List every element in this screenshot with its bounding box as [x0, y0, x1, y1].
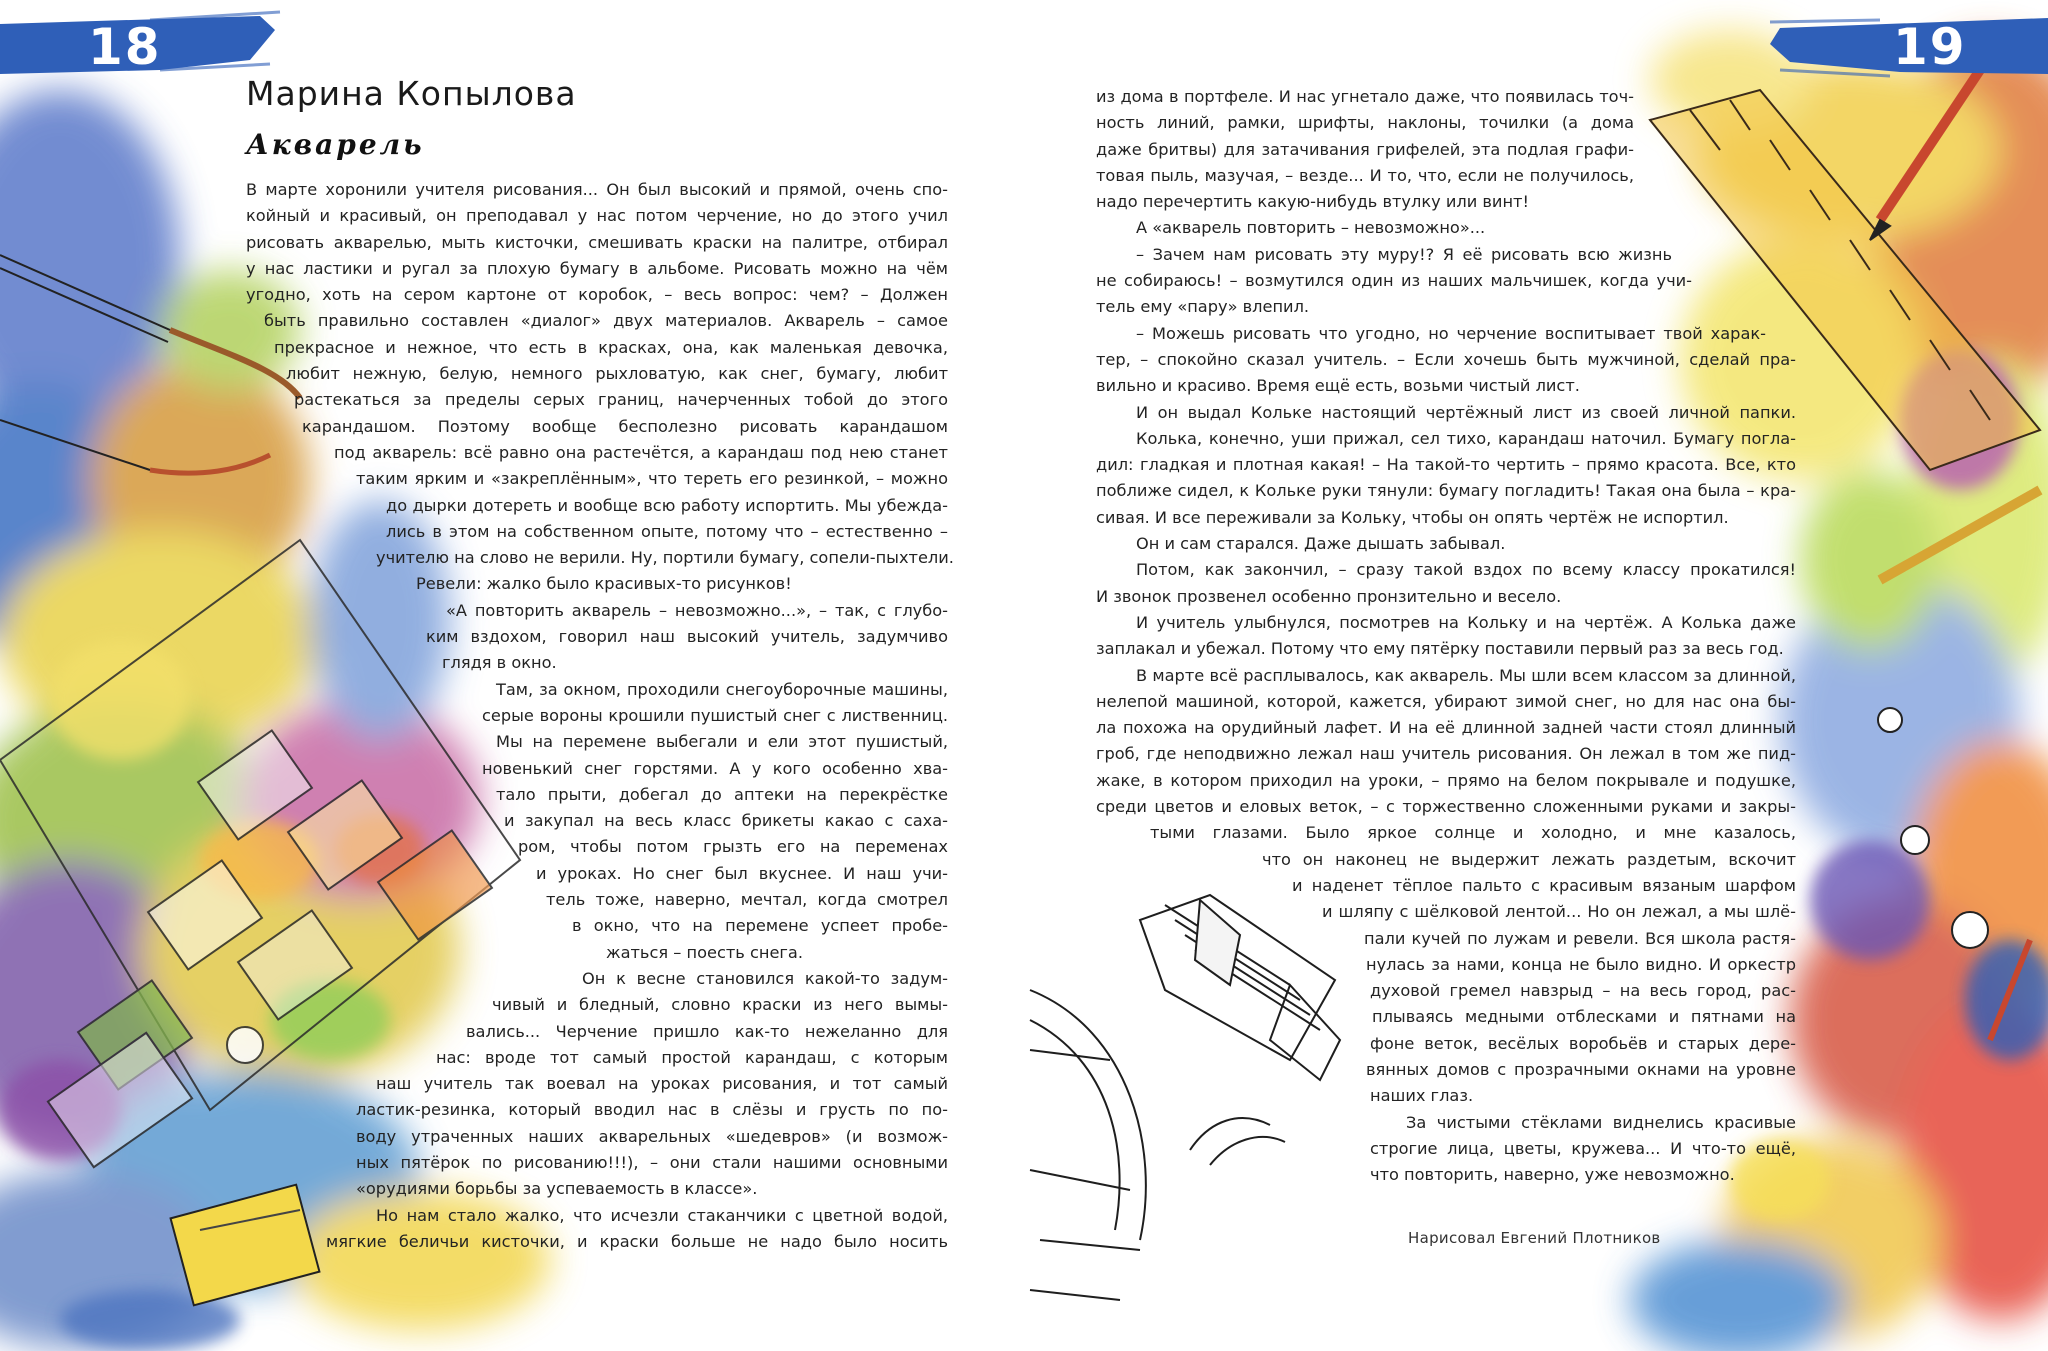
text-line: нас: вроде тот самый простой карандаш, с которым: [436, 1047, 948, 1067]
left-text-column: [246, 177, 954, 1255]
text-line: и шляпу с шёлковой лентой... Но он лежал, а мы шлё-: [1322, 902, 1796, 922]
text-line: Он и сам старался. Даже дышать забывал.: [1136, 534, 1506, 554]
text-line: глядя в окно.: [442, 653, 557, 673]
illustrator-credit: Нарисовал Евгений Плотников: [1408, 1229, 1661, 1247]
text-line: карандашом. Поэтому вообще бесполезно рисовать карандашом: [302, 416, 948, 436]
text-line: у нас ластики и ругал за плохую бумагу в альбоме. Рисовать можно на чём: [246, 258, 948, 278]
text-line: койный и красивый, он преподавал у нас потом черчение, но до этого учил: [246, 206, 948, 226]
text-line: ром, чтобы потом грызть его на переменах: [518, 837, 948, 857]
text-line: Ревели: жалко было красивых-то рисунков!: [416, 574, 792, 594]
text-line: среди цветов и еловых веток, – с торжественно сложенными руками и закры-: [1096, 797, 1796, 817]
text-line: гроб, где неподвижно лежал наш учитель рисования. Он лежал в том же пид-: [1096, 744, 1796, 764]
page-number-right: 19: [1893, 18, 1967, 76]
text-line: – Можешь рисовать что угодно, но черчение воспитывает твой харак-: [1136, 323, 1766, 343]
text-line: в окно, что на перемене успеет пробе-: [572, 916, 948, 936]
text-line: духовой гремел навзрыд – на весь город, рас-: [1370, 981, 1796, 1001]
text-line: даже бритвы) для затачивания грифелей, эта подлая графи-: [1096, 139, 1634, 159]
text-line: мягкие беличьи кисточки, и краски больше не надо было носить: [326, 1231, 948, 1251]
text-line: И он выдал Кольке настоящий чертёжный лист из своей личной папки.: [1136, 402, 1796, 422]
text-line: Колька, конечно, уши прижал, сел тихо, карандаш наточил. Бумагу погла-: [1136, 428, 1796, 448]
text-line: ким вздохом, говорил наш высокий учитель, задумчиво: [426, 627, 948, 647]
text-line: что повторить, наверно, уже невозможно.: [1370, 1165, 1735, 1185]
text-line: и уроках. Но снег был вкуснее. И наш учи-: [536, 863, 948, 883]
text-line: ность линий, рамки, шрифты, наклоны, точилки (а дома: [1096, 113, 1634, 133]
text-line: надо перечертить какую-нибудь втулку или винт!: [1096, 192, 1529, 212]
text-line: Потом, как закончил, – сразу такой вздох по всему классу прокатился!: [1136, 560, 1796, 580]
author-name: Марина Копылова: [246, 74, 577, 113]
text-line: воду утраченных наших акварельных «шедевров» (и возмож-: [356, 1126, 948, 1146]
text-line: плываясь медными отблесками и пятнами на: [1372, 1007, 1796, 1027]
text-line: наших глаз.: [1370, 1086, 1474, 1106]
text-line: И звонок прозвенел особенно пронзительно и весело.: [1096, 586, 1562, 606]
text-line: нелепой машиной, которой, кажется, убирают зимой снег, но для нас она бы-: [1096, 691, 1796, 711]
text-line: не собираюсь! – возмутился один из наших мальчишек, когда учи-: [1096, 271, 1692, 291]
text-line: вались... Черчение пришло как-то нежеланно для: [466, 1021, 948, 1041]
story-title: Акварель: [246, 128, 425, 161]
text-line: жаться – поесть снега.: [606, 942, 803, 962]
text-line: жаке, в котором приходил на уроки, – прямо на белом покрывале и подушке,: [1096, 770, 1796, 790]
text-line: нулась за нами, конца не было видно. И оркестр: [1366, 954, 1796, 974]
text-line: В марте всё расплывалось, как акварель. Мы шли всем классом за длинной,: [1136, 665, 1796, 685]
text-line: наш учитель так воевал на уроках рисования, и тот самый: [376, 1074, 948, 1094]
text-line: пали кучей по лужам и ревели. Вся школа растя-: [1364, 928, 1796, 948]
text-line: что он наконец не выдержит лежать раздетым, вскочит: [1262, 849, 1796, 869]
text-line: Он к весне становился какой-то задум-: [582, 968, 948, 988]
text-line: строгие лица, цветы, кружева... И что-то ещё,: [1370, 1138, 1796, 1158]
text-line: под акварель: всё равно она растечётся, а карандаш под нею станет: [334, 442, 948, 462]
text-line: прекрасное и нежное, что есть в красках, она, как маленькая девочка,: [274, 337, 948, 357]
text-line: до дырки дотереть и вообще всю работу испортить. Мы убежда-: [386, 495, 948, 515]
text-line: фоне веток, весёлых воробьёв и старых дере-: [1370, 1033, 1796, 1053]
text-line: – Зачем нам рисовать эту муру!? Я её рисовать всю жизнь: [1136, 244, 1672, 264]
text-line: «орудиями борьбы за успеваемость в классе».: [356, 1179, 758, 1199]
right-text-column: [1096, 84, 1796, 1188]
page-number-left: 18: [88, 18, 162, 76]
text-line: учителю на слово не верили. Ну, портили бумагу, сопели-пыхтели.: [376, 548, 954, 568]
text-line: тель ему «пару» влепил.: [1096, 297, 1310, 317]
text-line: ластик-резинка, который вводил нас в слёзы и грусть по по-: [356, 1100, 948, 1120]
text-line: серые вороны крошили пушистый снег с лиственниц.: [482, 705, 948, 725]
text-line: и закупал на весь класс брикеты какао с саха-: [504, 811, 948, 831]
text-line: И учитель улыбнулся, посмотрев на Кольку и на чертёж. А Колька даже: [1136, 612, 1796, 632]
text-line: из дома в портфеле. И нас угнетало даже, что появилась точ-: [1096, 87, 1634, 106]
text-line: товая пыль, мазучая, – везде... И то, что, если не получилось,: [1096, 165, 1634, 185]
text-line: поближе сидел, к Кольке руки тянули: бумагу погладить! Такая она была – кра-: [1096, 481, 1796, 501]
text-line: новенький снег горстями. А у кого особенно хва-: [482, 758, 948, 778]
text-line: ла похожа на орудийный лафет. И на её длинной задней части стоял длинный: [1096, 718, 1796, 738]
text-line: угодно, хоть на сером картоне от коробок, – весь вопрос: чем? – Должен: [246, 285, 948, 305]
text-line: Мы на перемене выбегали и ели этот пушистый,: [496, 732, 948, 752]
text-line: вянных домов с прозрачными окнами на уровне: [1366, 1059, 1796, 1079]
text-line: таким ярким и «закреплённым», что тереть его резинкой, – можно: [356, 469, 948, 489]
text-line: лись в этом на собственном опыте, потому что – естественно –: [386, 521, 948, 541]
text-line: тель тоже, наверно, мечтал, когда смотрел: [546, 890, 948, 910]
text-line: Но нам стало жалко, что исчезли стаканчики с цветной водой,: [376, 1205, 948, 1225]
text-line: ных пятёрок по рисованию!!!), – они стали нашими основными: [356, 1152, 948, 1172]
text-line: Там, за окном, проходили снегоуборочные машины,: [496, 679, 948, 699]
text-line: За чистыми стёклами виднелись красивые: [1406, 1112, 1796, 1132]
text-line: любит нежную, белую, немного рыхловатую, как снег, бумагу, любит: [286, 364, 948, 384]
text-line: тыми глазами. Было яркое солнце и холодно, и мне казалось,: [1150, 823, 1796, 843]
text-line: чивый и бледный, словно краски из него вымы-: [492, 995, 948, 1015]
text-line: дил: гладкая и плотная какая! – На такой-то чертить – прямо красота. Все, кто: [1096, 455, 1796, 475]
text-line: и наденет тёплое пальто с красивым вязаным шарфом: [1292, 875, 1796, 895]
text-line: заплакал и убежал. Потому что ему пятёрку поставили первый раз за весь год.: [1096, 639, 1784, 659]
text-line: рисовать акварелью, мыть кисточки, смешивать краски на палитре, отбирал: [246, 232, 948, 252]
text-line: вильно и красиво. Время ещё есть, возьми чистый лист.: [1096, 376, 1580, 396]
text-line: растекаться за пределы серых границ, начерченных тобой до этого: [294, 390, 948, 410]
text-line: тало прыти, добегал до аптеки на перекрёстке: [496, 784, 948, 804]
text-line: «А повторить акварель – невозможно...», – так, с глубо-: [446, 600, 948, 620]
text-line: В марте хоронили учителя рисования... Он был высокий и прямой, очень спо-: [246, 180, 948, 199]
text-line: тер, – спокойно сказал учитель. – Если хочешь быть мужчиной, сделай пра-: [1096, 349, 1796, 369]
text-line: сивая. И все переживали за Кольку, чтобы он опять чертёж не испортил.: [1096, 507, 1729, 527]
text-line: А «акварель повторить – невозможно»...: [1136, 218, 1486, 238]
text-line: быть правильно составлен «диалог» двух материалов. Акварель – самое: [264, 311, 948, 331]
